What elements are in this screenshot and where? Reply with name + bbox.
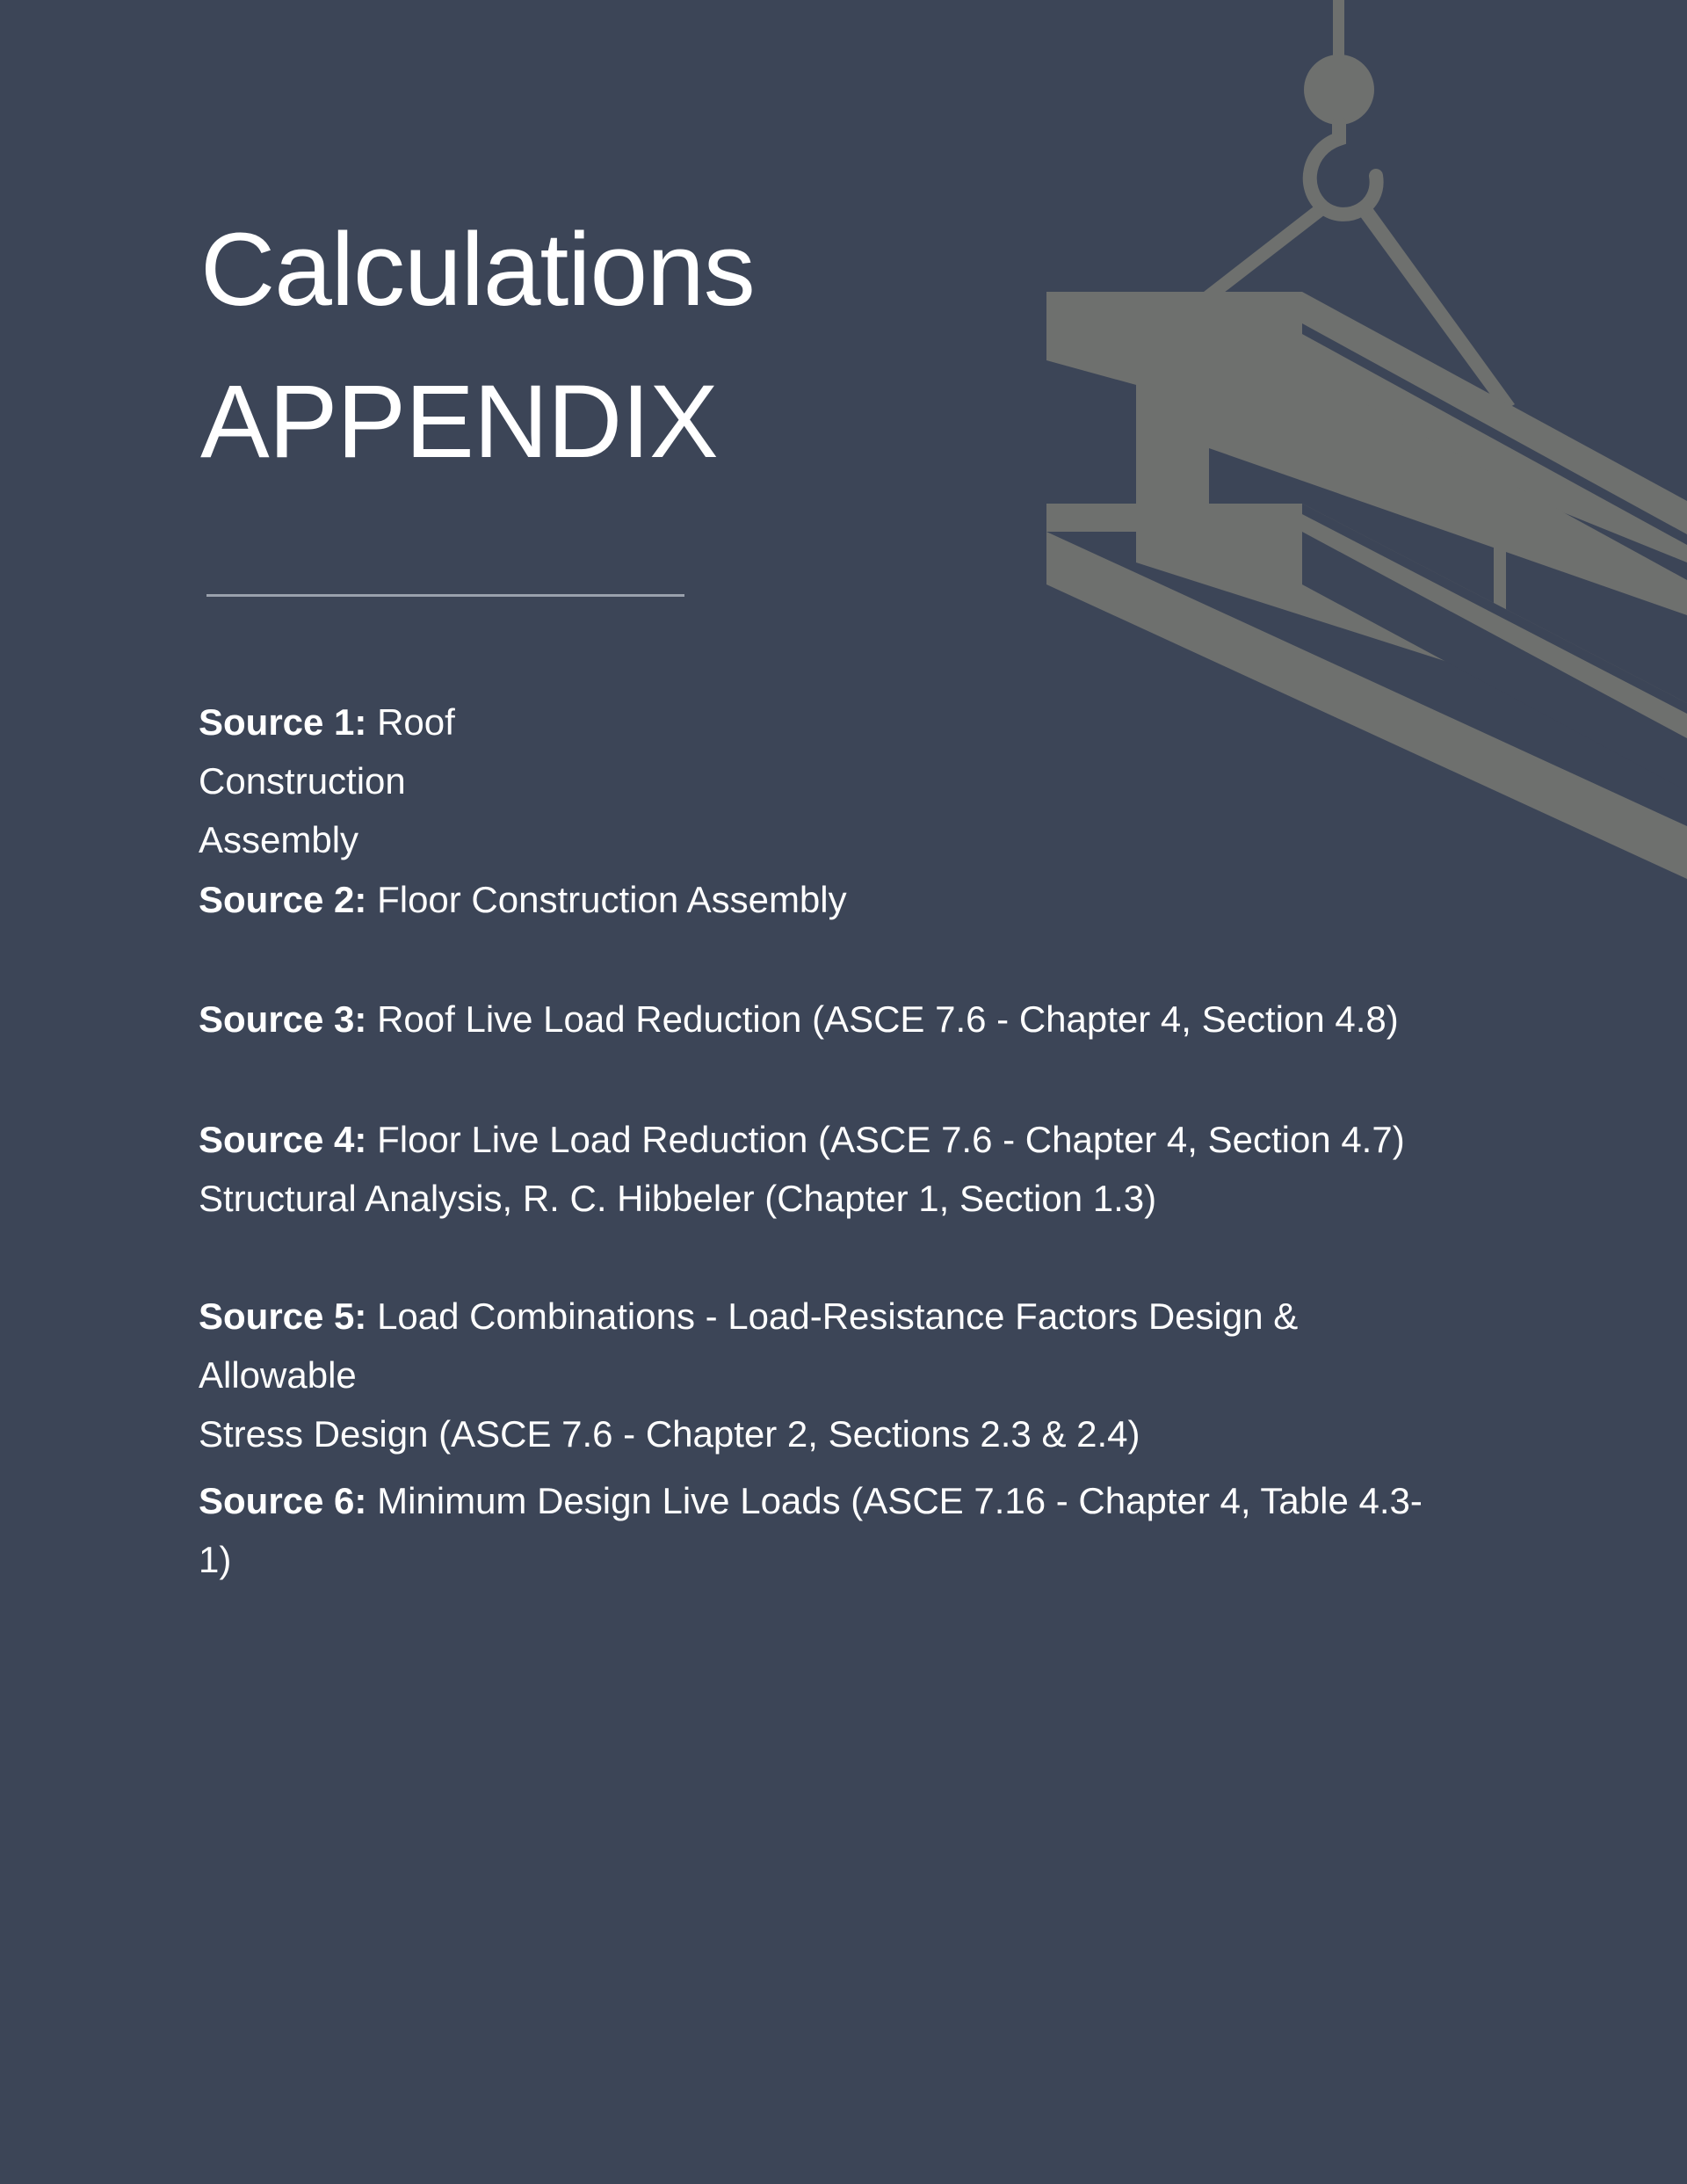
- source-label: Source 6:: [199, 1480, 367, 1521]
- source-text-continued: Stress Design (ASCE 7.6 - Chapter 2, Sections 2.3 & 2.4): [199, 1413, 1140, 1455]
- source-item-5: [199, 1287, 1429, 1463]
- source-text: Roof Construction: [199, 701, 455, 802]
- source-label: Source 5:: [199, 1295, 367, 1337]
- source-item-6: [199, 1471, 1429, 1589]
- source-text: Roof Live Load Reduction (ASCE 7.6 - Chapter 4, Section 4.8): [377, 998, 1399, 1040]
- source-item-2: [199, 870, 1429, 929]
- source-label: Source 1:: [199, 701, 367, 743]
- page-title: Calculations: [200, 212, 755, 328]
- source-text: Floor Live Load Reduction (ASCE 7.6 - Chapter 4, Section 4.7): [377, 1119, 1405, 1160]
- title-divider: [206, 594, 684, 597]
- source-label: Source 2:: [199, 879, 367, 920]
- source-text: Floor Construction Assembly: [377, 879, 847, 920]
- source-item-4: [199, 1110, 1429, 1228]
- source-item-1: [199, 693, 655, 869]
- source-text-continued: Assembly: [199, 819, 359, 860]
- page-subtitle: APPENDIX: [200, 364, 718, 480]
- source-text: Minimum Design Live Loads (ASCE 7.16 - Chapter 4, Table 4.3-1): [199, 1480, 1423, 1580]
- source-text-continued: Structural Analysis, R. C. Hibbeler (Chapter 1, Section 1.3): [199, 1178, 1157, 1219]
- source-label: Source 4:: [199, 1119, 367, 1160]
- source-label: Source 3:: [199, 998, 367, 1040]
- source-text: Load Combinations - Load-Resistance Factors Design & Allowable: [199, 1295, 1299, 1396]
- source-item-3: [199, 990, 1429, 1048]
